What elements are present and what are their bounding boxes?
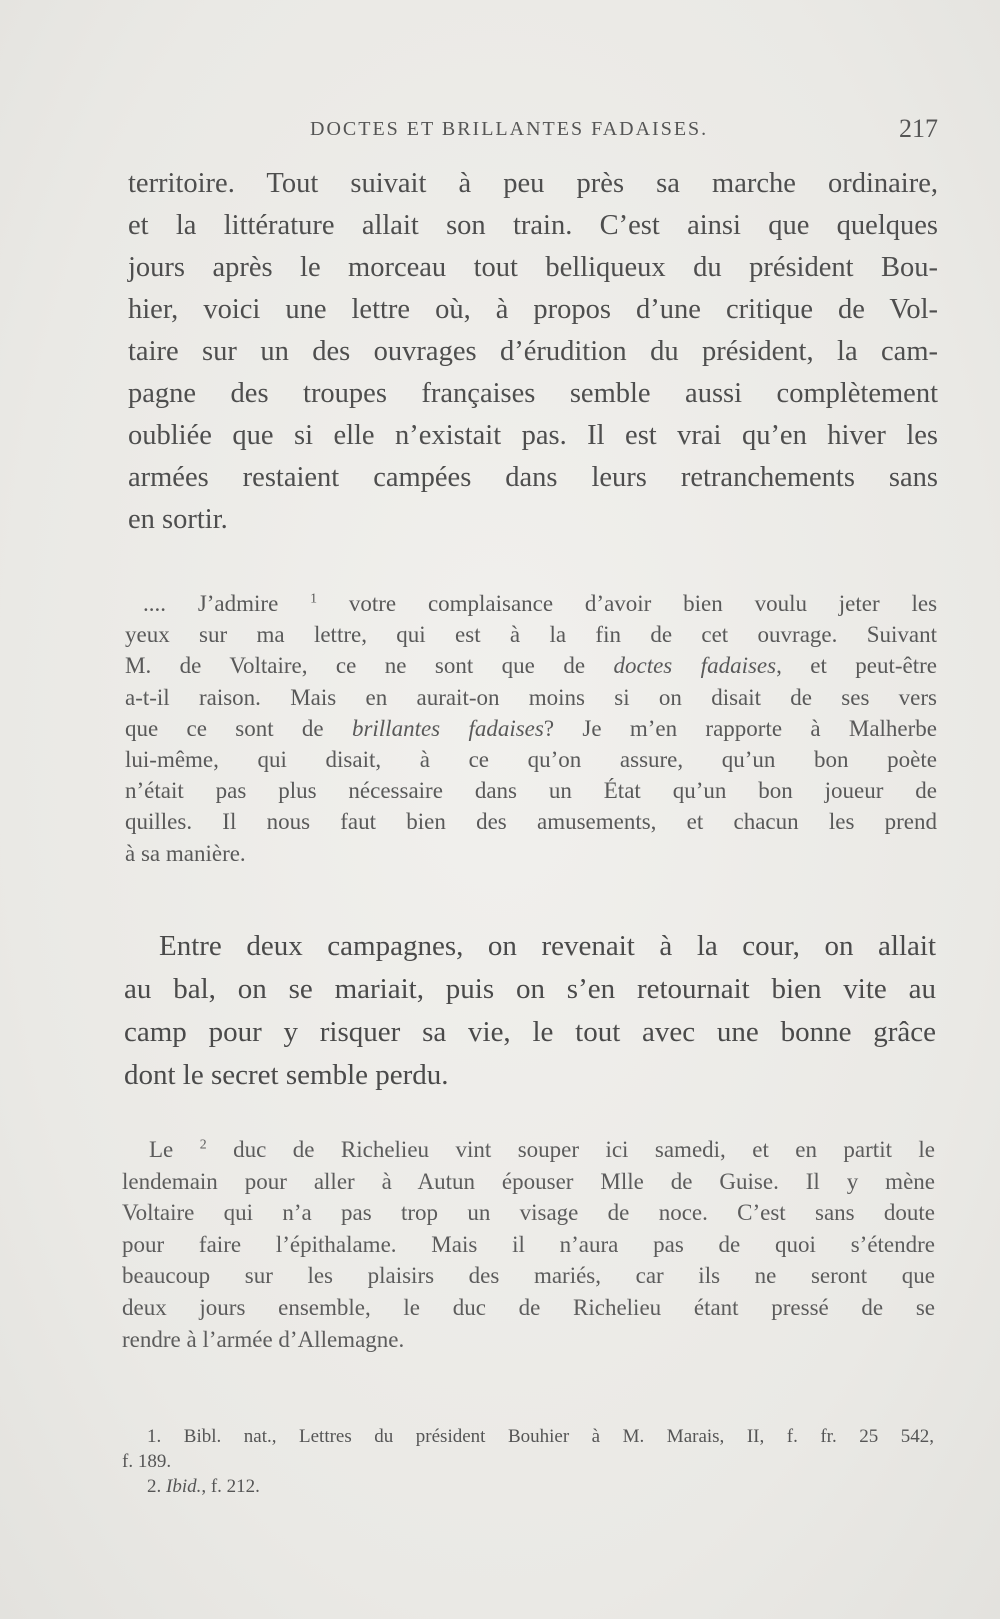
quote-text: .... J’admire bbox=[143, 591, 279, 616]
page-header bbox=[130, 114, 938, 144]
quote-text: que ce sont de bbox=[125, 715, 324, 741]
quote-text: votre complaisance d’avoir bien voulu jeter les bbox=[348, 591, 938, 616]
quote-line: Voltaire qui n’a pas trop un visage de noce. C’est sans doute bbox=[122, 1200, 935, 1226]
quote-line: n’était pas plus nécessaire dans un État qu’un bon joueur de bbox=[125, 778, 937, 804]
quote-line: a-t-il raison. Mais en aurait-on moins si on disait de ses vers bbox=[125, 684, 937, 710]
text-line: en sortir. bbox=[128, 504, 228, 535]
footnote-marker: 2 bbox=[199, 1136, 207, 1152]
quoted-letter-2 bbox=[122, 1134, 935, 1355]
text-line: dont le secret semble perdu. bbox=[124, 1059, 449, 1091]
text-line: et la littérature allait son train. C’est ainsi que quelques bbox=[128, 210, 938, 241]
quote-text: Le bbox=[149, 1137, 174, 1162]
text-line: hier, voici une lettre où, à propos d’une critique de Vol- bbox=[128, 294, 938, 325]
text-line: Entre deux campagnes, on revenait à la cour, on allait bbox=[159, 930, 936, 962]
text-line: pagne des troupes françaises semble aussi complètement bbox=[128, 378, 938, 409]
quote-text: , et peut-être bbox=[776, 653, 938, 679]
italic-phrase: doctes fadaises bbox=[613, 653, 777, 679]
text-line: territoire. Tout suivait à peu près sa marche ordinaire, bbox=[128, 168, 938, 199]
text-line: camp pour y risquer sa vie, le tout avec une bonne grâce bbox=[124, 1016, 936, 1048]
text-line: au bal, on se mariait, puis on s’en retournait bien vite au bbox=[124, 973, 936, 1005]
page-number: 217 bbox=[899, 114, 938, 143]
footnote-marker: 1 bbox=[310, 590, 318, 606]
quote-line: quilles. Il nous faut bien des amusements, et chacun les prend bbox=[125, 809, 937, 835]
quote-text: M. de Voltaire, ce ne sont que de bbox=[125, 653, 586, 679]
footnote-1-line: f. 189. bbox=[122, 1451, 172, 1472]
footnote-2 bbox=[122, 1474, 934, 1499]
quote-line: beaucoup sur les plaisirs des mariés, car ils ne seront que bbox=[122, 1263, 935, 1289]
quote-line bbox=[125, 588, 937, 619]
footnote-number: 2. bbox=[147, 1476, 162, 1497]
italic-phrase: brillantes fadaises bbox=[351, 715, 544, 741]
quote-line: à sa manière. bbox=[125, 840, 246, 866]
quote-line: lendemain pour aller à Autun épouser Mlle de Guise. Il y mène bbox=[122, 1168, 935, 1194]
running-head: DOCTES ET BRILLANTES FADAISES. bbox=[310, 118, 709, 140]
footnote-1-line: 1. Bibl. nat., Lettres du président Bouhier à M. Marais, II, f. fr. 25 542, bbox=[147, 1426, 934, 1447]
footnote-text: , f. 212. bbox=[201, 1476, 260, 1497]
quote-line: yeux sur ma lettre, qui est à la fin de cet ouvrage. Suivant bbox=[125, 622, 937, 648]
quote-line bbox=[122, 1134, 935, 1166]
quote-line bbox=[125, 713, 937, 744]
text-line: jours après le morceau tout belliqueux du président Bou- bbox=[128, 252, 938, 283]
quote-line: lui-même, qui disait, à ce qu’on assure, qu’un bon poète bbox=[125, 747, 937, 773]
quote-line: deux jours ensemble, le duc de Richelieu étant pressé de se bbox=[122, 1294, 935, 1320]
quote-line bbox=[125, 650, 937, 681]
quote-text: duc de Richelieu vint souper ici samedi, et en partit le bbox=[233, 1137, 936, 1162]
italic-phrase: Ibid. bbox=[166, 1476, 202, 1497]
text-line: oubliée que si elle n’existait pas. Il est vrai qu’en hiver les bbox=[128, 420, 938, 451]
quote-line: rendre à l’armée d’Allemagne. bbox=[122, 1326, 405, 1352]
text-line: taire sur un des ouvrages d’érudition du président, la cam- bbox=[128, 336, 938, 367]
quoted-letter-1 bbox=[125, 588, 937, 869]
paragraph-1 bbox=[128, 163, 938, 541]
footnotes bbox=[122, 1424, 934, 1499]
text-line: armées restaient campées dans leurs retranchements sans bbox=[128, 462, 938, 493]
paragraph-2 bbox=[124, 925, 936, 1097]
quote-text: ? Je m’en rapporte à Malherbe bbox=[543, 715, 938, 741]
quote-line: pour faire l’épithalame. Mais il n’aura pas de quoi s’étendre bbox=[122, 1231, 935, 1257]
